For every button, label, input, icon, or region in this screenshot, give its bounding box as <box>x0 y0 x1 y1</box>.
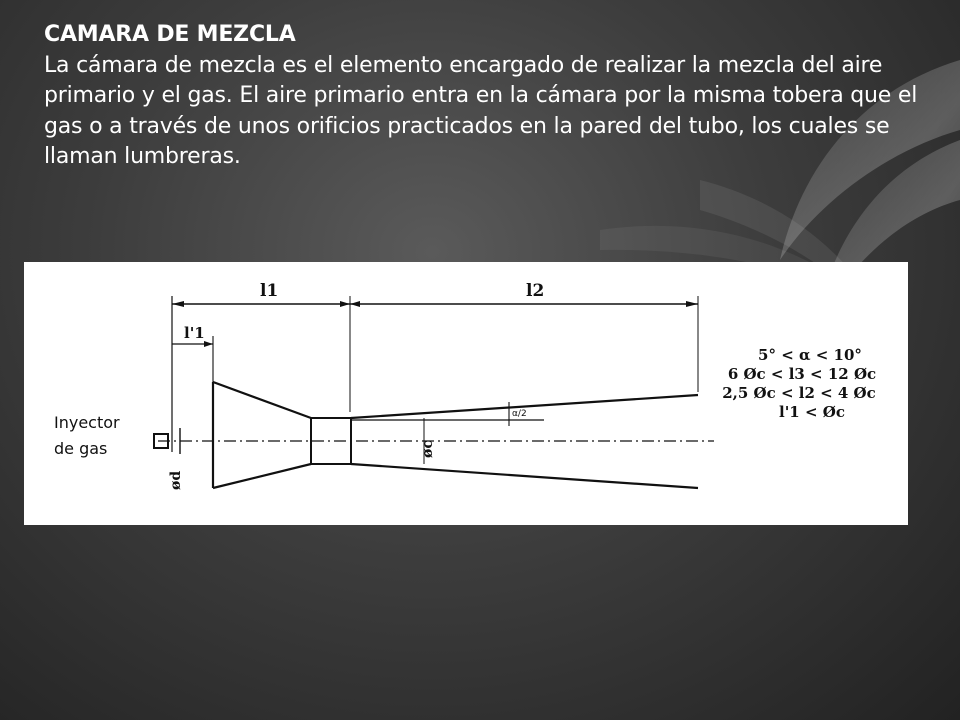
diffuser-bottom-edge <box>351 464 698 488</box>
arrow-l1prime <box>204 341 213 347</box>
slide-title: CAMARA DE MEZCLA <box>44 22 296 47</box>
slide-text <box>44 20 944 173</box>
label-angle: α/2 <box>512 409 527 419</box>
formula-l3: 6 Øc < l3 < 12 Øc <box>727 365 877 383</box>
cone-bottom-edge <box>213 464 311 488</box>
injector-label-line2: de gas <box>54 439 108 458</box>
arrow-left <box>172 301 184 307</box>
slide-paragraph: La cámara de mezcla es el elemento encargado de realizar la mezcla del aire primario y el gas. El aire primario entra en la cámara por la misma tobera que el gas o a través de unos orificios practicados en la pared del tubo, los cuales se llaman lumbreras. <box>44 52 918 169</box>
label-diam-c: øc <box>420 440 436 458</box>
arrow-mid-right <box>350 301 360 307</box>
formula-angle: 5° < α < 10° <box>758 346 862 364</box>
formula-l2: 2,5 Øc < l2 < 4 Øc <box>722 384 876 402</box>
arrow-right <box>686 301 698 307</box>
label-l2: l2 <box>526 281 545 301</box>
mixing-chamber-diagram <box>24 262 908 525</box>
diagram-svg <box>24 262 908 525</box>
arrow-mid-left <box>340 301 350 307</box>
cone-top-edge <box>213 382 311 418</box>
label-l1: l1 <box>260 281 279 301</box>
label-l1prime: l'1 <box>184 324 205 342</box>
injector-label-line1: Inyector <box>54 413 120 432</box>
formula-l1prime: l'1 < Øc <box>779 403 845 421</box>
label-diam-inj: ød <box>168 470 184 490</box>
